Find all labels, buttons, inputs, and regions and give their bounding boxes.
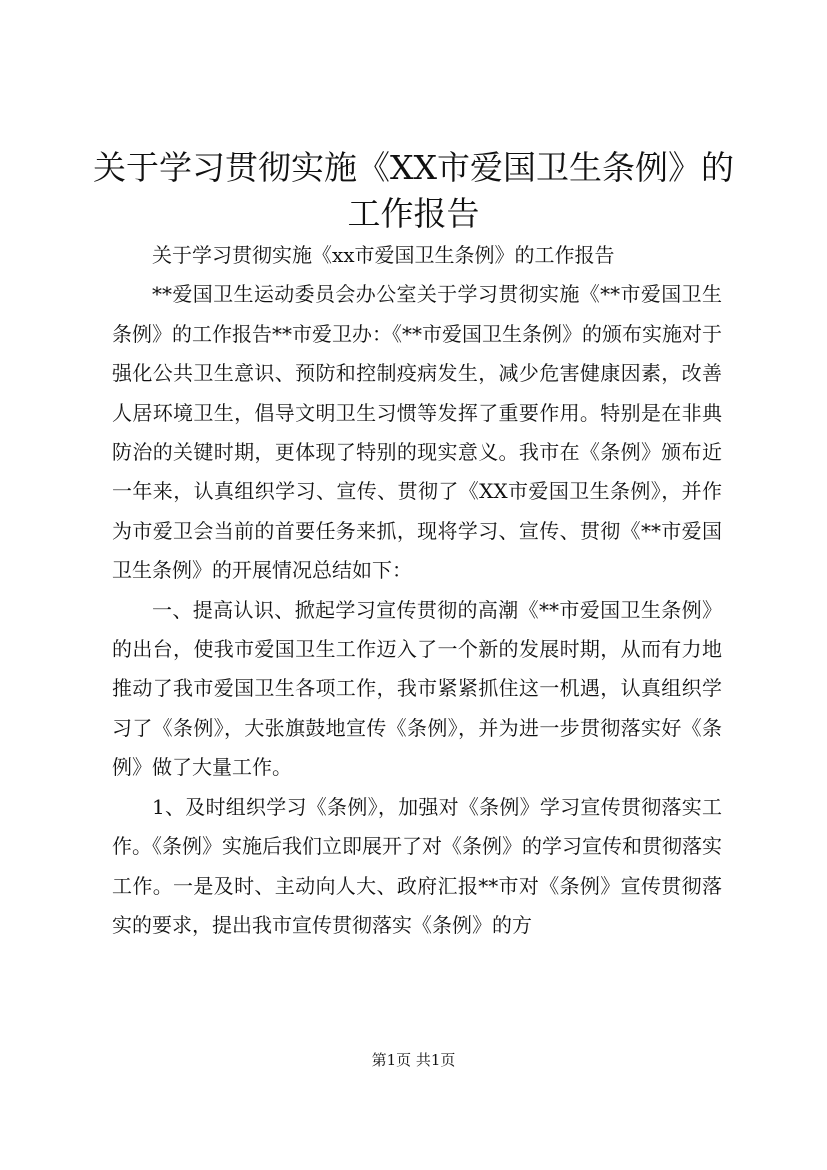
title-line-1: 关于学习贯彻实施《XX市爱国卫生条例》的: [93, 148, 734, 187]
paragraph-subtitle: 关于学习贯彻实施《xx市爱国卫生条例》的工作报告: [152, 243, 615, 267]
page-footer: 第1页 共1页: [371, 1051, 456, 1069]
document-body: [112, 236, 722, 945]
paragraph-item-one: 1、及时组织学习《条例》，加强对《条例》学习宣传贯彻落实工作。《条例》实施后我们立即展开了对《条例》的学习宣传和贯彻落实工作。一是及时、主动向人大、政府汇报**市对《条例》宣传贯彻落实的要求，提出我市宣传贯彻落实《条例》的方: [112, 794, 722, 937]
title-line-2: 工作报告: [347, 194, 480, 233]
paragraph-intro: **爱国卫生运动委员会办公室关于学习贯彻实施《**市爱国卫生条例》的工作报告**市爱卫办：《**市爱国卫生条例》的颁布实施对于强化公共卫生意识、预防和控制疫病发生，减少危害健康因素，改善人居环境卫生，倡导文明卫生习惯等发挥了重要作用。特别是在非典防治的关键时期，更体现了特别的现实意义。我市在《条例》颁布近一年来，认真组织学习、宣传、贯彻了《XX市爱国卫生条例》，并作为市爱卫会当前的首要任务来抓，现将学习、宣传、贯彻《**市爱国卫生条例》的开展情况总结如下：: [112, 282, 722, 583]
paragraph-section-one: 一、提高认识、掀起学习宣传贯彻的高潮《**市爱国卫生条例》的出台，使我市爱国卫生工作迈入了一个新的发展时期，从而有力地推动了我市爱国卫生各项工作，我市紧紧抓住这一机遇，认真组织学习了《条例》，大张旗鼓地宣传《条例》，并为进一步贯彻落实好《条例》做了大量工作。: [112, 597, 722, 780]
document-title: [60, 145, 767, 237]
